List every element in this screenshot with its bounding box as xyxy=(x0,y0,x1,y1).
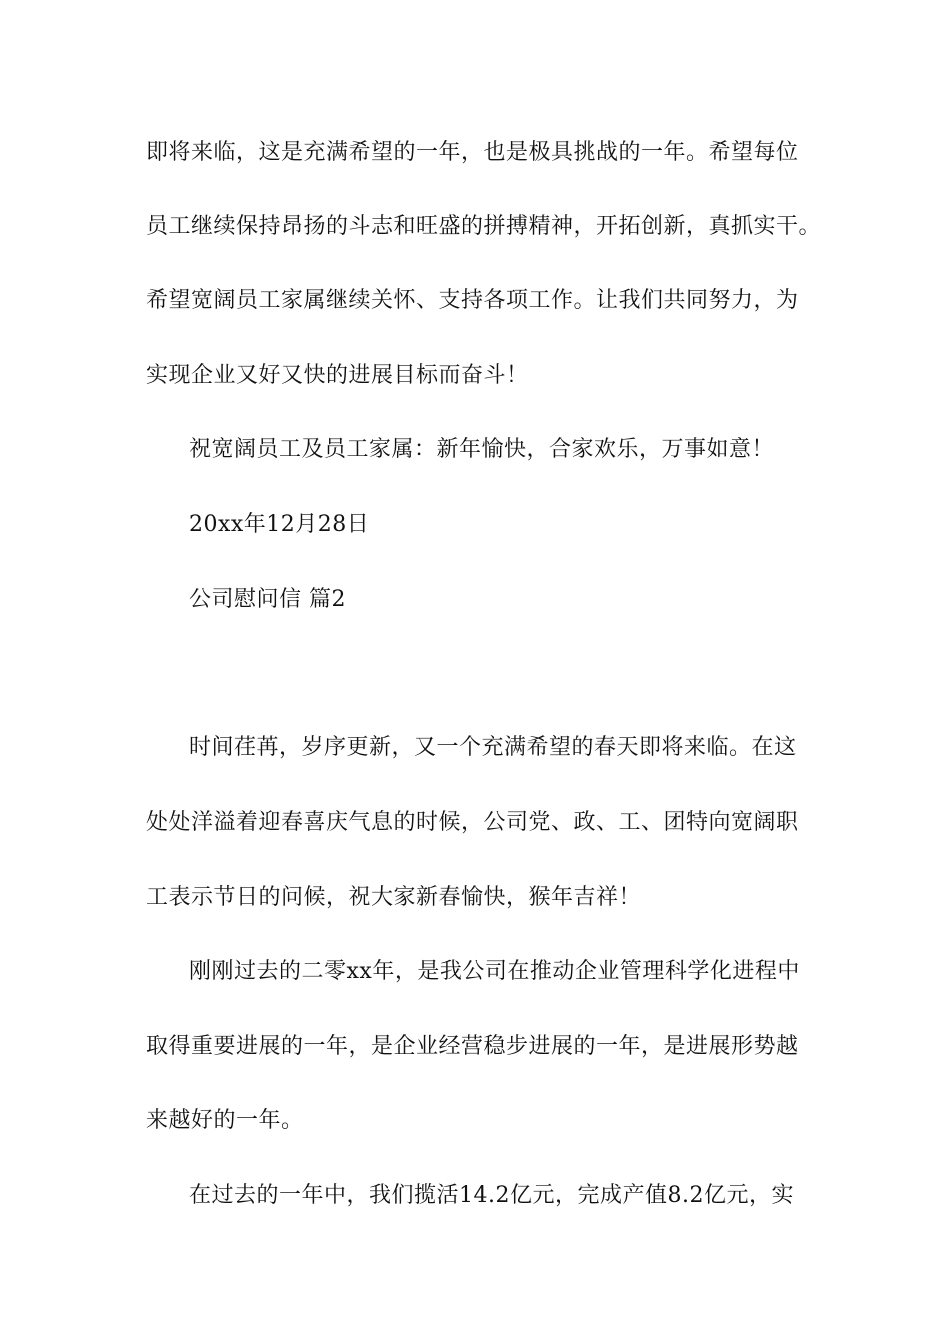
paragraph-line: 取得重要进展的一年，是企业经营稳步进展的一年，是进展形势越 xyxy=(146,1034,799,1059)
greeting-line: 祝宽阔员工及员工家属：新年愉快，合家欢乐，万事如意！ xyxy=(189,437,775,462)
section-heading: 公司慰问信 篇2 xyxy=(189,587,346,612)
paragraph-line: 实现企业又好又快的进展目标而奋斗！ xyxy=(146,363,529,388)
paragraph-line: 刚刚过去的二零xx年，是我公司在推动企业管理科学化进程中 xyxy=(189,959,800,984)
paragraph-line: 希望宽阔员工家属继续关怀、支持各项工作。让我们共同努力，为 xyxy=(146,288,799,313)
paragraph-line: 时间荏苒，岁序更新，又一个充满希望的春天即将来临。在这 xyxy=(189,735,797,760)
date-line: 20xx年12月28日 xyxy=(189,512,370,537)
paragraph-line: 工表示节日的问候，祝大家新春愉快，猴年吉祥！ xyxy=(146,885,642,910)
paragraph-line: 处处洋溢着迎春喜庆气息的时候，公司党、政、工、团特向宽阔职 xyxy=(146,810,799,835)
paragraph-line: 在过去的一年中，我们揽活14.2亿元，完成产值8.2亿元，实 xyxy=(189,1183,794,1208)
paragraph-line: 员工继续保持昂扬的斗志和旺盛的拼搏精神，开拓创新，真抓实干。 xyxy=(146,214,822,239)
paragraph-line: 来越好的一年。 xyxy=(146,1108,304,1133)
paragraph-line: 即将来临，这是充满希望的一年，也是极具挑战的一年。希望每位 xyxy=(146,140,799,165)
